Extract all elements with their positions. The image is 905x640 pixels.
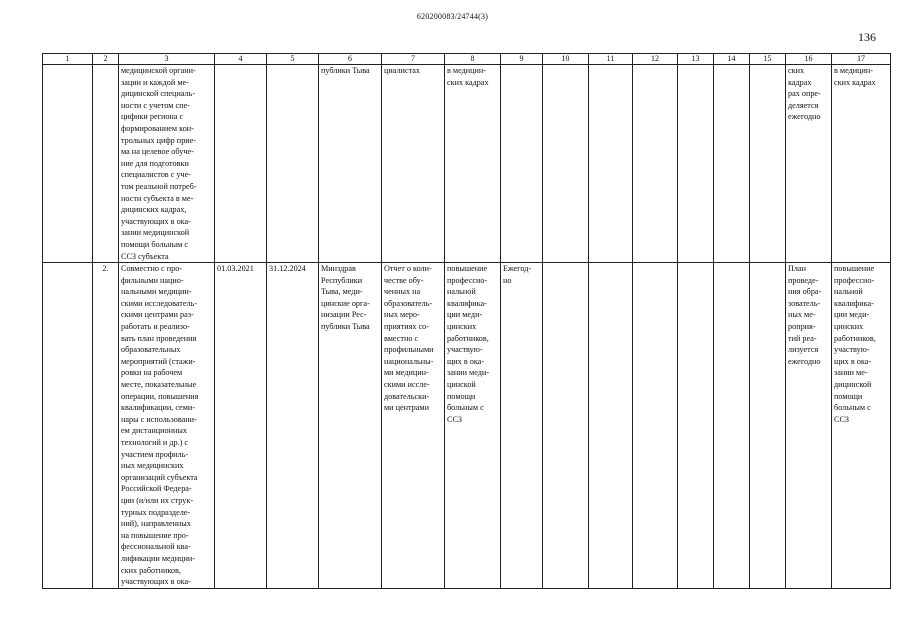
table-cell: публики Тыва [319,65,382,263]
plan-table [42,53,891,589]
table-cell: Отчет о коли- честве обу- ченных на образователь- ных меро- приятиях со- вместно с профильными национальны- ми медицин- скими иссле- довательски- ми центрами [382,263,445,589]
table-cell: в медицин- ских кадрах [445,65,501,263]
table-cell: Минздрав Республики Тыва, меди- цинские орга- низации Рес- публики Тыва [319,263,382,589]
column-header: 5 [267,54,319,65]
table-cell [215,65,267,263]
table-cell [633,263,678,589]
table-cell: повышение профессио- нальной квалифика- ции меди- цинских работников, участвую- щих в ока- зании меди- цинской помощи больным с ССЗ [445,263,501,589]
column-header: 8 [445,54,501,65]
column-header: 9 [501,54,543,65]
column-header: 2 [93,54,119,65]
table-cell: циалистах [382,65,445,263]
table-cell: повышение профессио- нальной квалифика- ции меди- цинских работников, участвую- щих в ока- зании ме- дицинской помощи больным с ССЗ [832,263,891,589]
document-code: 620200083/24744(3) [416,12,489,21]
table-cell: Совместно с про- фильными нацио- нальными медицин- скими исследователь- скими центрами раз- работать и реализо- вать план проведения образовательных мероприятий (стажи- ровки на рабочем месте, показательные операции, повышения квалификации, семи- нары с использовани- ем дистанционных технологий и др.) с участием профиль- ных медицинских организаций субъекта Российской Федера- ции (и/или их струк- турных подразделе- ний), направленных на повышение про- фессиональной ква- лификации медицин- ских работников, участвующих в ока- [119,263,215,589]
table-cell: медицинской органи- зации и каждой ме- дицинской специаль- ности с учетом спе- цифики региона с формированием кон- трольных цифр прие- ма на целевое обуче- ние для подготовки специалистов с уче- том реальной потреб- ности субъекта в ме- дицинских кадрах, участвующих в ока- зании медицинской помощи больным с ССЗ субъекта [119,65,215,263]
table-row [43,263,891,589]
column-header: 7 [382,54,445,65]
table-cell [750,65,786,263]
column-header: 11 [589,54,633,65]
table-cell [678,65,714,263]
table-cell [678,263,714,589]
table-cell: 01.03.2021 [215,263,267,589]
table-cell [750,263,786,589]
table-cell [93,65,119,263]
column-header: 1 [43,54,93,65]
table-cell [714,65,750,263]
table-cell [501,65,543,263]
table-cell: 2. [93,263,119,589]
table-cell: План проведе- ния обра- зователь- ных ме- роприя- тий реа- лизуется ежегодно [786,263,832,589]
table-cell [589,263,633,589]
column-header: 3 [119,54,215,65]
column-header: 10 [543,54,589,65]
column-number-row [43,54,891,65]
column-header: 15 [750,54,786,65]
table-cell: ских кадрах рах опре- деляется ежегодно [786,65,832,263]
column-header: 13 [678,54,714,65]
table-cell: Ежегод- но [501,263,543,589]
page-number: 136 [858,30,876,44]
table-cell: в медицин- ских кадрах [832,65,891,263]
table-cell [714,263,750,589]
table-cell: 31.12.2024 [267,263,319,589]
table-cell [633,65,678,263]
column-header: 17 [832,54,891,65]
table-cell [543,65,589,263]
column-header: 4 [215,54,267,65]
table-cell [589,65,633,263]
column-header: 14 [714,54,750,65]
column-header: 12 [633,54,678,65]
table-cell [43,65,93,263]
column-header: 6 [319,54,382,65]
table-cell [543,263,589,589]
table-cell [267,65,319,263]
table-cell [43,263,93,589]
table-row [43,65,891,263]
column-header: 16 [786,54,832,65]
